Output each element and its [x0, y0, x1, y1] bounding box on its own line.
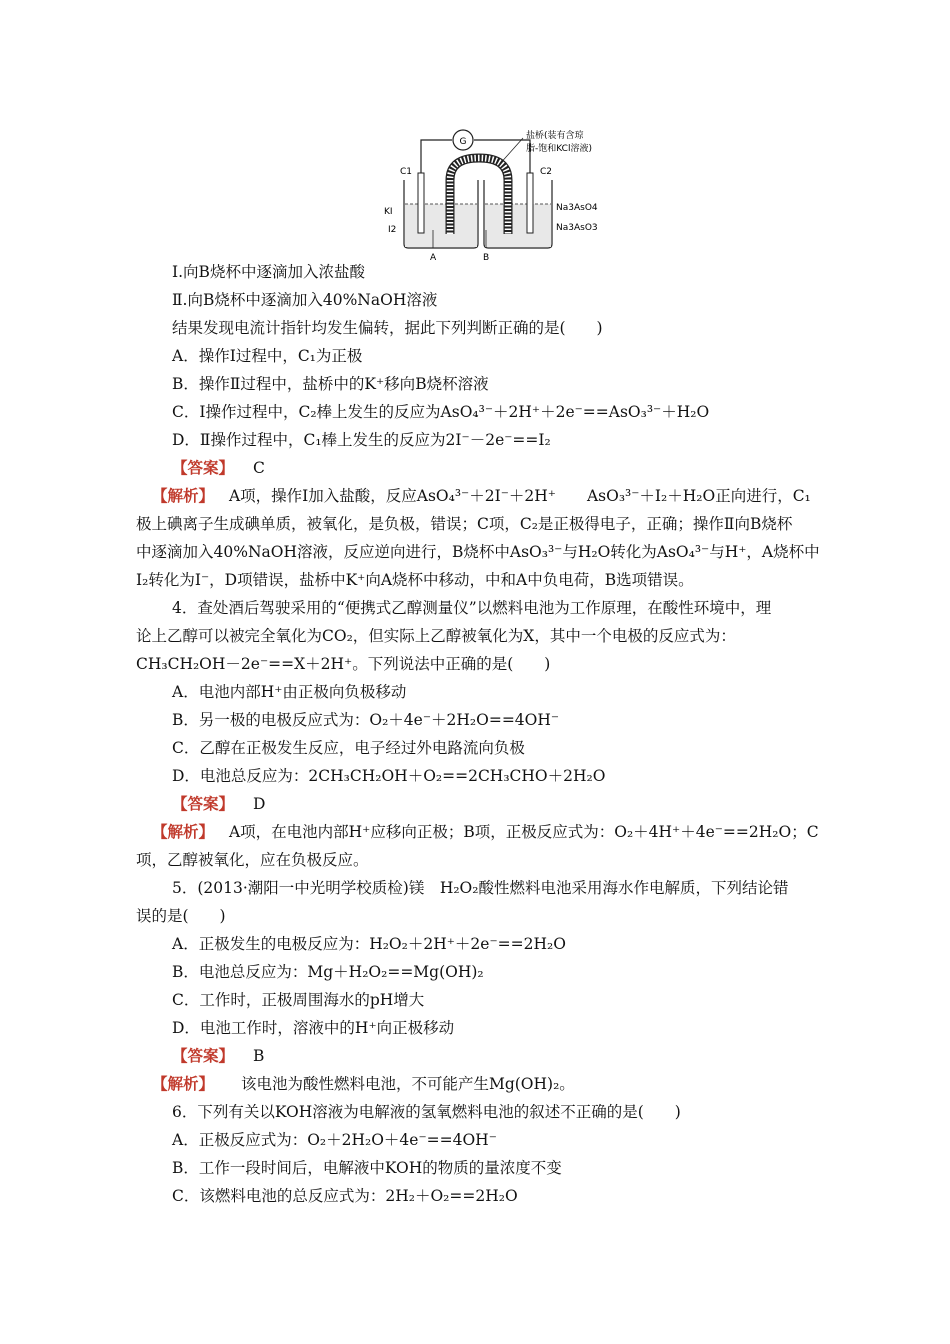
q6-stem: 6．下列有关以KOH溶液为电解液的氢氧燃料电池的叙述不正确的是( )	[172, 1103, 681, 1121]
beaker-b-label: B	[483, 253, 490, 263]
q3-operation-2: Ⅱ.向B烧杯中逐滴加入40%NaOH溶液	[172, 291, 438, 309]
q4-option-a: A．电池内部H⁺由正极向负极移动	[172, 683, 407, 701]
ki-label: KI	[384, 207, 393, 217]
analysis-tag: 【解析】	[152, 822, 215, 841]
q5-option-c: C．工作时，正极周围海水的pH增大	[172, 991, 425, 1009]
q3-option-d: D．Ⅱ操作过程中，C₁棒上发生的反应为2I⁻－2e⁻==I₂	[172, 431, 551, 449]
na3aso4-label: Na3AsO4	[556, 203, 598, 213]
q3-analysis-line-1	[152, 486, 811, 506]
q3-stem: 结果发现电流计指针均发生偏转，据此下列判断正确的是( )	[172, 319, 603, 337]
galvanometer-label: G	[459, 137, 467, 147]
q4-analysis-line-2: 项，乙醇被氧化，应在负极反应。	[136, 851, 369, 869]
salt-bridge-label-1: 盐桥(装有含琼	[526, 131, 584, 141]
q5-stem-line-2: 误的是( )	[136, 907, 226, 925]
q3-operation-1: Ⅰ.向B烧杯中逐滴加入浓盐酸	[172, 263, 365, 281]
analysis-tag: 【解析】	[152, 1074, 215, 1093]
c1-label: C1	[400, 167, 413, 177]
analysis-tag: 【解析】	[152, 486, 215, 505]
salt-bridge-label-2: 脂-饱和KCl溶液)	[526, 144, 592, 154]
q3-answer	[172, 458, 265, 478]
q4-stem-line-2: 论上乙醇可以被完全氧化为CO₂，但实际上乙醇被氧化为X，其中一个电极的反应式为：	[136, 627, 736, 645]
analysis-text: A项，在电池内部H⁺应移向正极；B项，正极反应式为：O₂＋4H⁺＋4e⁻==2H₂O；C	[228, 823, 819, 841]
q3-option-c: C．Ⅰ操作过程中，C₂棒上发生的反应为AsO₄³⁻＋2H⁺＋2e⁻==AsO₃³⁻＋H₂O	[172, 403, 710, 421]
q3-analysis-line-4: I₂转化为I⁻，D项错误，盐桥中K⁺向A烧杯中移动，中和A中负电荷，B选项错误。	[136, 571, 694, 589]
q5-option-b: B．电池总反应为：Mg＋H₂O₂==Mg(OH)₂	[172, 963, 484, 981]
q3-analysis-line-2: 极上碘离子生成碘单质，被氧化，是负极，错误；C项，C₂是正极得电子，正确；操作Ⅱ向B烧杯	[136, 515, 793, 533]
c2-label: C2	[540, 167, 553, 177]
q5-stem-line-1: 5．(2013·潮阳一中光明学校质检)镁 H₂O₂酸性燃料电池采用海水作电解质，下列结论错	[172, 879, 789, 897]
beaker-a-label: A	[430, 253, 437, 263]
answer-value: D	[252, 795, 266, 813]
q5-option-d: D．电池工作时，溶液中的H⁺向正极移动	[172, 1019, 455, 1037]
answer-value: B	[252, 1047, 265, 1065]
q4-answer	[172, 794, 265, 814]
q4-option-c: C．乙醇在正极发生反应，电子经过外电路流向负极	[172, 739, 525, 757]
answer-value: C	[252, 459, 265, 477]
answer-tag: 【答案】	[172, 458, 235, 477]
answer-tag: 【答案】	[172, 794, 235, 813]
i2-label: I2	[388, 225, 397, 235]
q6-option-a: A．正极反应式为：O₂＋2H₂O＋4e⁻==4OH⁻	[172, 1131, 497, 1149]
q5-analysis-line-1	[152, 1074, 575, 1094]
na3aso3-label: Na3AsO3	[556, 223, 598, 233]
q3-option-b: B．操作Ⅱ过程中，盐桥中的K⁺移向B烧杯溶液	[172, 375, 489, 393]
answer-tag: 【答案】	[172, 1046, 235, 1065]
q4-stem-line-3: CH₃CH₂OH－2e⁻==X＋2H⁺。下列说法中正确的是( )	[136, 655, 551, 673]
galvanic-cell-diagram	[380, 118, 610, 264]
q6-option-b: B．工作一段时间后，电解液中KOH的物质的量浓度不变	[172, 1159, 562, 1177]
analysis-text: 该电池为酸性燃料电池，不可能产生Mg(OH)₂。	[240, 1075, 575, 1093]
q4-stem-line-1: 4．查处酒后驾驶采用的“便携式乙醇测量仪”以燃料电池为工作原理，在酸性环境中，理	[172, 599, 772, 617]
q5-option-a: A．正极发生的电极反应为：H₂O₂＋2H⁺＋2e⁻==2H₂O	[172, 935, 566, 953]
q4-analysis-line-1	[152, 822, 819, 842]
q5-answer	[172, 1046, 264, 1066]
q4-option-d: D．电池总反应为：2CH₃CH₂OH＋O₂==2CH₃CHO＋2H₂O	[172, 767, 606, 785]
analysis-text: A项，操作Ⅰ加入盐酸，反应AsO₄³⁻＋2I⁻＋2H⁺ AsO₃³⁻＋I₂＋H₂O正向进行，C₁	[228, 487, 811, 505]
q3-analysis-line-3: 中逐滴加入40%NaOH溶液，反应逆向进行，B烧杯中AsO₃³⁻与H₂O转化为AsO₄³⁻与H⁺，A烧杯中	[136, 543, 820, 561]
q6-option-c: C．该燃料电池的总反应式为：2H₂＋O₂==2H₂O	[172, 1187, 518, 1205]
q3-option-a: A．操作Ⅰ过程中，C₁为正极	[172, 347, 363, 365]
q4-option-b: B．另一极的电极反应式为：O₂＋4e⁻＋2H₂O==4OH⁻	[172, 711, 560, 729]
